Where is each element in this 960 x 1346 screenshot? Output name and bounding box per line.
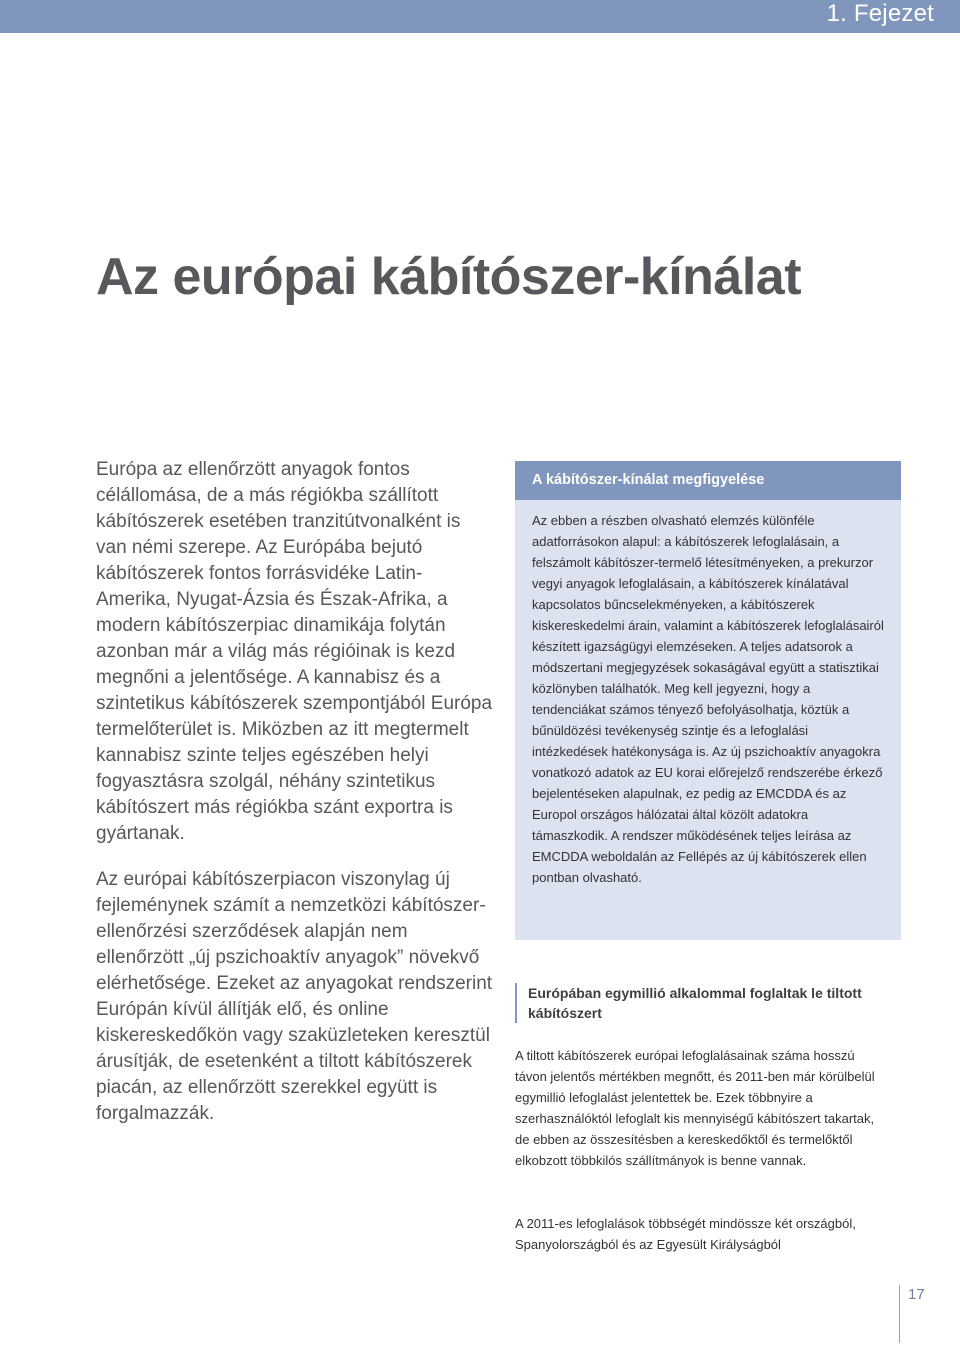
section-paragraph-1: A tiltott kábítószerek európai lefoglalásainak száma hosszú távon jelentős mértékben megnőtt, és 2011-ben már körülbelül egymillió lefoglalást jelentettek be. Ezek többnyire a szerhasználóktól lefoglalt kis mennyiségű kábítószert takartak, de ebben az összesítésben a kereskedőktől és termelőktől elkobzott többkilós szállítmányok is benne vannak. (515, 1048, 875, 1168)
info-box (515, 461, 901, 940)
info-box-title: A kábítószer-kínálat megfigyelése (515, 461, 901, 500)
page-number-rule (899, 1285, 900, 1343)
page-number: 17 (908, 1286, 925, 1303)
chapter-header-bar (0, 0, 960, 33)
chapter-label: 1. Fejezet (826, 0, 934, 27)
page-title: Az európai kábítószer-kínálat (96, 248, 802, 306)
lead-paragraph-1: Európa az ellenőrzött anyagok fontos célállomása, de a más régiókba szállított kábítószerek esetében tranzitútvonalként is van némi szerepe. Az Európába bejutó kábítószerek fontos forrásvidéke Latin-Amerika, Nyugat-Ázsia és Észak-Afrika, a modern kábítószerpiac dinamikája folytán azonban már a világ más régióinak is kezd megnőni a jelentősége. A kannabisz és a szintetikus kábítószerek szempontjából Európa termelőterület is. Miközben az itt megtermelt kannabisz szinte teljes egészében helyi fogyasztásra szolgál, néhány szintetikus kábítószert más régiókba szánt exportra is gyártanak. (96, 459, 493, 844)
section-heading-rule (515, 983, 517, 1023)
section-heading: Európában egymillió alkalommal foglaltak le tiltott kábítószert (528, 985, 862, 1021)
info-box-body: Az ebben a részben olvasható elemzés különféle adatforrásokon alapul: a kábítószerek lefoglalásain, a felszámolt kábítószer-termelő létesítményeken, a prekurzor vegyi anyagok lefoglalásain, a kábítószerek kínálatával kapcsolatos bűncselekményeken, a kábítószerek kiskereskedelmi árain, valamint a kábítószerek lefoglalásairól készített igazságügyi elemzéseken. A teljes adatsorok a módszertani megjegyzések sokaságával együtt a statisztikai közlönyben találhatók. Meg kell jegyezni, hogy a tendenciákat számos tényező befolyásolhatja, köztük a bűnüldözési tevékenység szintje és a lefoglalási intézkedések hatékonysága is. Az új pszichoaktív anyagokra vonatkozó adatok az EU korai előrejelző rendszerébe érkező bejelentéseken alapulnak, ez pedig az EMCDDA és az Europol országos hálózatai által közölt adatokra támaszkodik. A rendszer működésének teljes leírása az EMCDDA weboldalán az Fellépés az új kábítószerek ellen pontban olvasható. (532, 513, 884, 885)
lead-paragraph-2: Az európai kábítószerpiacon viszonylag új fejleménynek számít a nemzetközi kábítószer-ellenőrzési szerződések alapján nem ellenőrzött „új pszichoaktív anyagok” növekvő elérhetősége. Ezeket az anyagokat rendszerint Európán kívül állítják elő, és online kiskereskedőkön vagy szaküzleteken keresztül árusítják, de esetenként a tiltott kábítószerek piacán, az ellenőrzött szerekkel együtt is forgalmazzák. (96, 869, 493, 1124)
section-paragraph-2: A 2011-es lefoglalások többségét mindössze két országból, Spanyolországból és az Egyesült Királyságból (515, 1216, 856, 1252)
